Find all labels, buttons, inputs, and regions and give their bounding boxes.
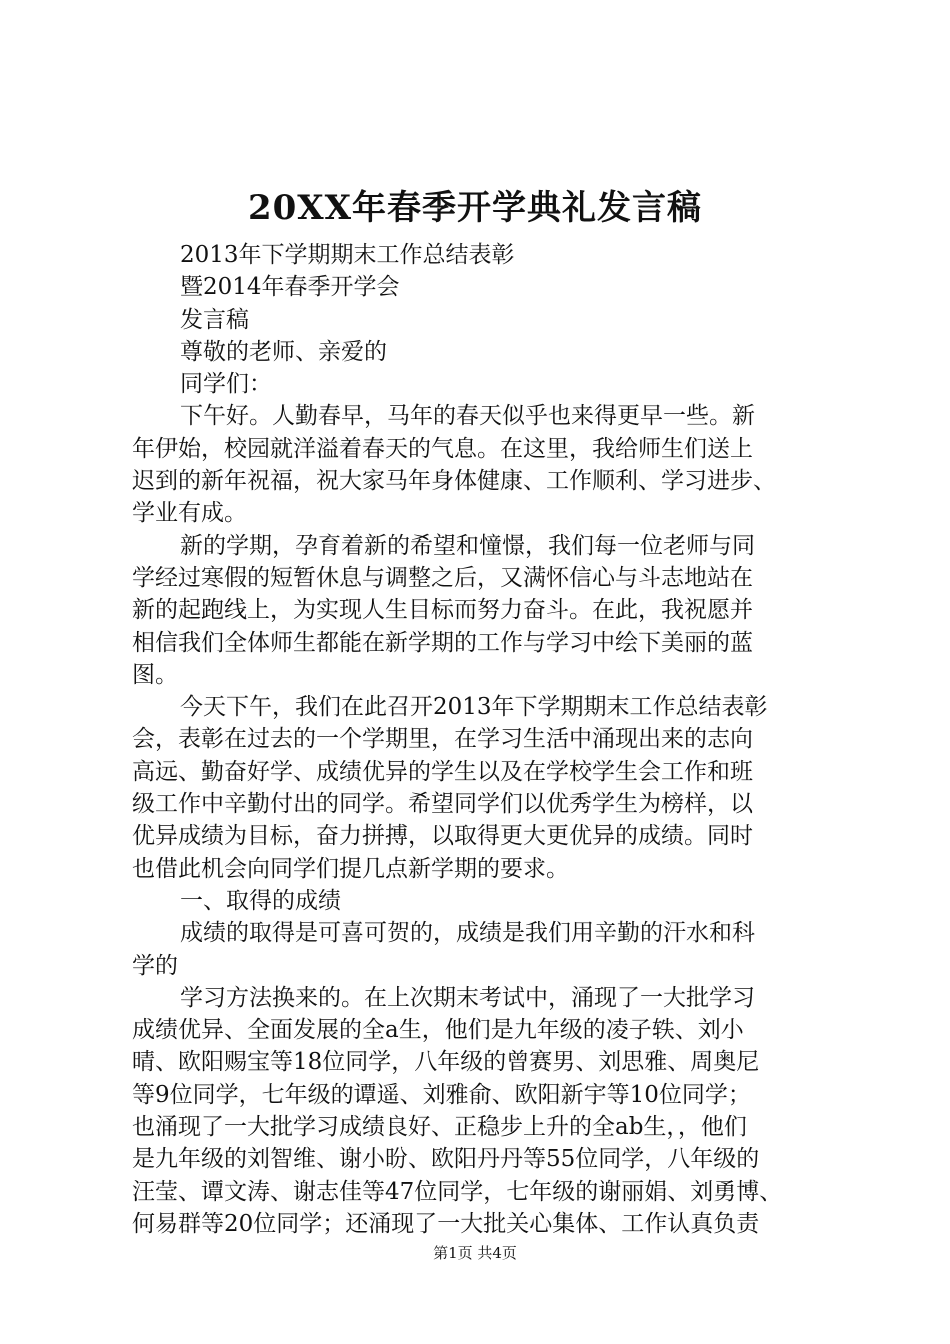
text-line: 成绩的取得是可喜可贺的，成绩是我们用辛勤的汗水和科: [180, 920, 755, 947]
text-line: 图。: [132, 661, 178, 688]
text-line: 今天下午，我们在此召开2013年下学期期末工作总结表彰: [180, 694, 768, 721]
text-line: 新的起跑线上，为实现人生目标而努力奋斗。在此，我祝愿并: [132, 597, 753, 624]
text-line: 学习方法换来的。在上次期末考试中，涌现了一大批学习: [180, 984, 755, 1011]
text-line: 高远、勤奋好学、成绩优异的学生以及在学校学生会工作和班: [132, 758, 753, 785]
text-line: 迟到的新年祝福，祝大家马年身体健康、工作顺利、学习进步、: [132, 468, 776, 495]
text-line: 也涌现了一大批学习成绩良好、正稳步上升的全ab生，，他们: [132, 1114, 747, 1141]
text-line: 晴、欧阳赐宝等18位同学，八年级的曾赛男、刘思雅、周奥尼: [132, 1049, 760, 1076]
text-line: 会，表彰在过去的一个学期里，在学习生活中涌现出来的志向: [132, 726, 753, 753]
text-line: 下午好。人勤春早，马年的春天似乎也来得更早一些。新: [180, 403, 755, 430]
text-line: 级工作中辛勤付出的同学。希望同学们以优秀学生为榜样，以: [132, 791, 753, 818]
text-line: 是九年级的刘智维、谢小昐、欧阳丹丹等55位同学，八年级的: [132, 1146, 760, 1173]
text-line: 等9位同学，七年级的谭遥、刘雅俞、欧阳新宇等10位同学；: [132, 1081, 751, 1108]
text-line: 相信我们全体师生都能在新学期的工作与学习中绘下美丽的蓝: [132, 629, 753, 656]
document-title: 20XX年春季开学典礼发言稿: [247, 188, 703, 228]
text-line: 尊敬的老师、亲爱的: [180, 338, 387, 365]
text-line: 学的: [132, 952, 178, 979]
text-line: 2013年下学期期末工作总结表彰: [180, 242, 515, 268]
text-line: 汪莹、谭文涛、谢志佳等47位同学，七年级的谢丽娟、刘勇博、: [132, 1178, 783, 1205]
text-line: 暨2014年春季开学会: [180, 274, 400, 301]
text-line: 发言稿: [180, 306, 249, 333]
text-line: 学经过寒假的短暂休息与调整之后，又满怀信心与斗志地站在: [132, 564, 753, 591]
text-line: 何易群等20位同学；还涌现了一大批关心集体、工作认真负责: [132, 1210, 760, 1237]
text-line: 学业有成。: [132, 500, 247, 527]
text-line: 新的学期，孕育着新的希望和憧憬，我们每一位老师与同: [180, 532, 755, 559]
text-line: 同学们：: [180, 371, 272, 398]
text-line: 优异成绩为目标，奋力拼搏，以取得更大更优异的成绩。同时: [132, 823, 753, 850]
text-line: 一、取得的成绩: [180, 887, 341, 914]
text-line: 也借此机会向同学们提几点新学期的要求。: [132, 855, 569, 882]
text-line: 成绩优异、全面发展的全a生，他们是九年级的凌子轶、刘小: [132, 1017, 744, 1044]
page-footer: 第1页 共4页: [433, 1244, 517, 1262]
text-line: 年伊始，校园就洋溢着春天的气息。在这里，我给师生们送上: [132, 435, 753, 462]
document-body: [132, 239, 832, 1240]
